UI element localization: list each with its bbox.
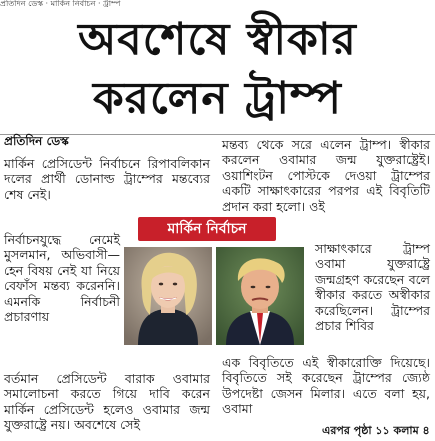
left-column-narrow [4,232,120,324]
section-banner: মার্কিন নির্বাচন [138,217,276,241]
right-column-top [222,137,430,214]
left-column-bottom [4,371,210,433]
left-paragraph-narrow: নির্বাচনযুদ্ধে নেমেই মুসলমান, অভিবাসী— হেন বিষয় নেই যা নিয়ে বেফাঁস মন্তব্য করেননি। এমনকি নির্বাচনী প্রচারণায় [4,232,120,325]
right-paragraph-bottom: এক বিবৃতিতে এই স্বীকারোক্তি দিয়েছে। বিবৃতিতে সই করেছেন ট্রাম্পের জ্যেষ্ঠ উপদেষ্টা জেসন মিলার। এতে বলা হয়, ওবামা [222,355,430,417]
man-portrait-icon [216,247,304,345]
headline-line-1: অবশেষে স্বীকার [78,14,357,65]
right-column-narrow [315,241,430,333]
byline: প্রতিদিন ডেস্ক [4,134,69,148]
left-column-top [4,156,210,202]
right-paragraph-top: মন্তব্য থেকে সরে এলেন ট্রাম্প। স্বীকার করলেন ওবামার জন্ম যুক্তরাষ্ট্রেই। ওয়াশিংটন পোস্টকে দেওয়া ট্রাম্পের একটি সাক্ষাৎকারের পরপর এই বিবৃতিটি প্রদান করা হলো। ওই [222,137,430,214]
headline-line-2: করলেন ট্রাম্প [92,73,342,124]
woman-portrait-icon [124,247,212,345]
right-column-bottom [222,355,430,417]
left-paragraph-top: মার্কিন প্রেসিডেন্ট নির্বাচনে রিপাবলিকান দলের প্রার্থী ডোনাল্ড ট্রাম্পের মন্তব্যের শেষ নেই। [4,156,210,202]
continued-label: এরপর পৃষ্ঠা ১১ কলাম ৪ [322,424,430,437]
left-paragraph-bottom: বর্তমান প্রেসিডেন্ট বারাক ওবামার সমালোচনা করতে গিয়ে দাবি করেন মার্কিন প্রেসিডেন্ট হলেও ওবামার জন্ম যুক্তরাষ্ট্রে নয়। অবশেষে সেই [4,371,210,433]
top-strip: প্রতিদিন ডেস্ক · মার্কিন নির্বাচন · ট্রাম্প [0,0,121,8]
right-paragraph-narrow: সাক্ষাৎকারে ট্রাম্প ওবামা যুক্তরাষ্ট্রে জন্মগ্রহণ করেছেন বলে স্বীকার করতে অস্বীকার করেছিলেন। ট্রাম্পের প্রচার শিবির [315,241,430,334]
